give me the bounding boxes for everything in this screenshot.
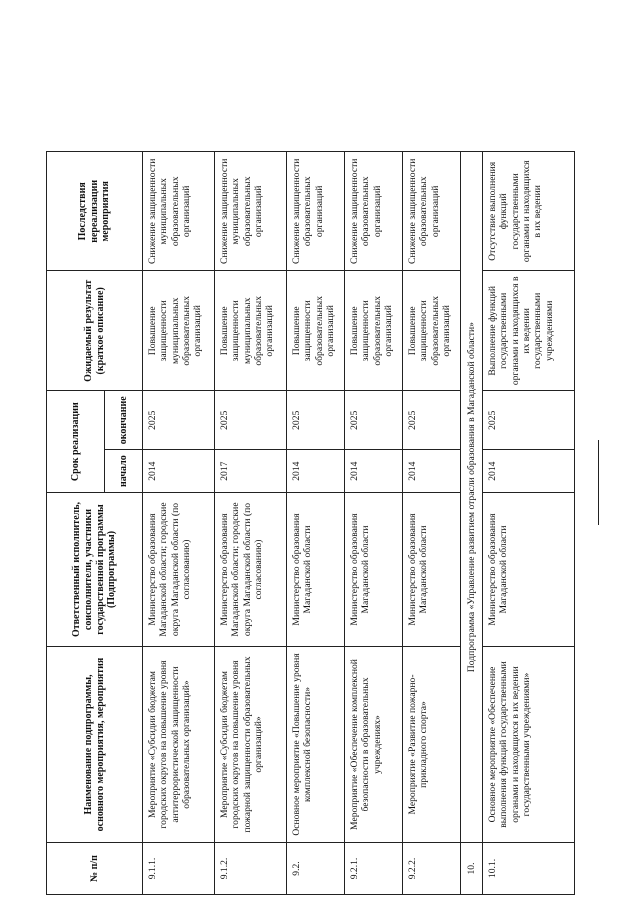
row-result: Выполнение функций государственными органами и находящихся в их ведении государственными учреждениями — [483, 271, 575, 391]
table-row — [345, 152, 403, 895]
table-row — [287, 152, 345, 895]
row-consequences: Отсутствие выполнения функций государственными органами и находящихся в их ведении — [483, 152, 575, 271]
row-result: Повышение защищенности образовательных организаций — [287, 271, 345, 391]
row-end: 2025 — [215, 391, 287, 450]
row-end: 2025 — [403, 391, 461, 450]
row-num: 9.1.1. — [143, 843, 215, 895]
row-executor: Министерство образования Магаданской области — [345, 493, 403, 647]
subprogram-row — [461, 152, 483, 895]
row-start: 2014 — [345, 450, 403, 493]
row-end: 2025 — [287, 391, 345, 450]
row-name: Основное мероприятие «Повышение уровня комплексной безопасности» — [287, 647, 345, 843]
table-row — [403, 152, 461, 895]
row-num: 10.1. — [483, 843, 575, 895]
subprogram-title: Подпрограмма «Управление развитием отрасли образования в Магаданской области» — [461, 152, 483, 843]
signature-line — [598, 440, 599, 525]
row-name: Мероприятие «Субсидии бюджетам городских округов на повышение уровня антитеррористической защищенности образовательных организаций» — [143, 647, 215, 843]
table-row — [143, 152, 215, 895]
row-end: 2025 — [345, 391, 403, 450]
row-consequences: Снижение защищенности образовательных организаций — [287, 152, 345, 271]
row-executor: Министерство образования Магаданской области — [287, 493, 345, 647]
row-start: 2014 — [143, 450, 215, 493]
row-start: 2014 — [403, 450, 461, 493]
table-row — [215, 152, 287, 895]
row-num: 9.2.2. — [403, 843, 461, 895]
table-row — [483, 152, 575, 895]
header-term: Срок реализации — [47, 391, 105, 493]
row-result: Повышение защищенности образовательных организаций — [403, 271, 461, 391]
row-executor: Министерство образования Магаданской области; городские округа Магаданской области (по согласованию) — [143, 493, 215, 647]
row-name: Мероприятие «Обеспечение комплексной безопасности в образовательных учреждениях» — [345, 647, 403, 843]
row-consequences: Снижение защищенности образовательных организаций — [345, 152, 403, 271]
row-name: Основное мероприятие «Обеспечение выполнения функций государственными органами и находящихся в их ведении государственными учреждениями» — [483, 647, 575, 843]
header-executor: Ответственный исполнитель, соисполнители, участники государственной программы (Подпрограммы) — [47, 493, 143, 647]
row-consequences: Снижение защищенности муниципальных образовательных организаций — [215, 152, 287, 271]
header-num: № п/п — [47, 843, 143, 895]
row-name: Мероприятие «Субсидии бюджетам городских округов на повышение уровня пожарной защищенности образовательных организаций» — [215, 647, 287, 843]
row-num: 9.1.2. — [215, 843, 287, 895]
header-name: Наименование подпрограммы, основного мероприятия, мероприятия — [47, 647, 143, 843]
row-num: 9.2. — [287, 843, 345, 895]
row-num: 9.2.1. — [345, 843, 403, 895]
row-start: 2017 — [215, 450, 287, 493]
program-table — [46, 151, 575, 895]
row-start: 2014 — [287, 450, 345, 493]
row-name: Мероприятие «Развитие пожарно-прикладного спорта» — [403, 647, 461, 843]
row-executor: Министерство образования Магаданской области — [403, 493, 461, 647]
header-result: Ожидаемый результат (краткое описание) — [47, 271, 143, 391]
row-consequences: Снижение защищенности муниципальных образовательных организаций — [143, 152, 215, 271]
row-result: Повышение защищенности муниципальных образовательных организаций — [143, 271, 215, 391]
row-executor: Министерство образования Магаданской области — [483, 493, 575, 647]
header-start: начало — [105, 450, 143, 493]
header-end: окончание — [105, 391, 143, 450]
subprogram-num: 10. — [461, 843, 483, 895]
row-start: 2014 — [483, 450, 575, 493]
header-consequences: Последствия нереализации мероприятия — [47, 152, 143, 271]
row-executor: Министерство образования Магаданской области; городские округа Магаданской области (по согласованию) — [215, 493, 287, 647]
row-end: 2025 — [483, 391, 575, 450]
row-consequences: Снижение защищенности образовательных организаций — [403, 152, 461, 271]
row-end: 2025 — [143, 391, 215, 450]
row-result: Повышение защищенности муниципальных образовательных организаций — [215, 271, 287, 391]
row-result: Повышение защищенности образовательных организаций — [345, 271, 403, 391]
